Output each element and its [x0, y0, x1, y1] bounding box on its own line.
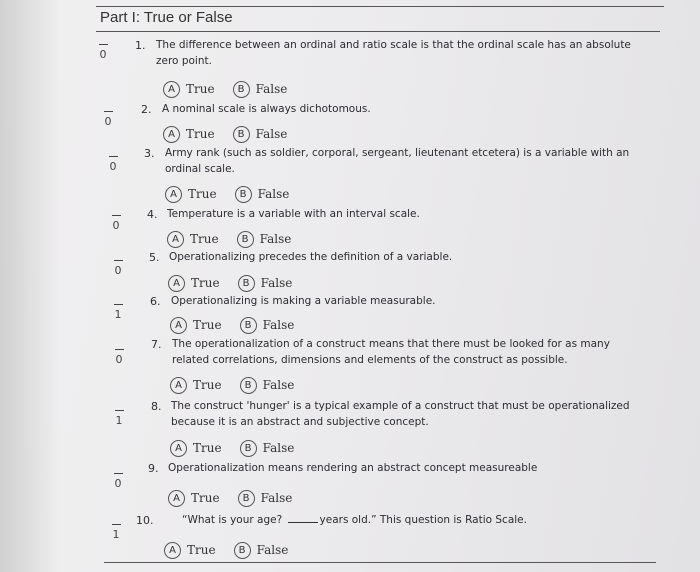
score-mark [109, 215, 123, 232]
answer-options [167, 230, 309, 248]
option-false[interactable] [240, 377, 295, 394]
question-text [169, 249, 452, 265]
option-b-circle: B [237, 231, 254, 248]
question-line: ordinal scale. [165, 163, 235, 175]
option-a-circle: A [167, 231, 184, 248]
score-mark [111, 473, 125, 490]
option-true-label: True [188, 187, 217, 201]
option-true[interactable] [165, 186, 217, 203]
question-text [171, 398, 630, 430]
option-true[interactable] [170, 377, 222, 394]
score-value: 0 [115, 353, 123, 366]
question-number: 9. [148, 462, 159, 475]
question-text [182, 512, 527, 528]
score-value: 1 [112, 528, 120, 541]
option-false[interactable] [240, 317, 295, 334]
option-false[interactable] [233, 81, 288, 98]
score-mark [112, 410, 126, 427]
question-number: 7. [151, 338, 162, 351]
option-false-label: False [257, 187, 290, 201]
answer-options [168, 274, 310, 292]
score-value: 0 [114, 264, 122, 277]
option-a-circle: A [168, 275, 185, 292]
option-b-circle: B [234, 542, 251, 559]
question-line: The difference between an ordinal and ratio scale is that the ordinal scale has an absolute [156, 39, 631, 51]
page-title: Part I: True or False [100, 9, 233, 26]
question-number: 5. [149, 251, 160, 264]
question-line: A nominal scale is always dichotomous. [162, 103, 371, 115]
option-false[interactable] [238, 490, 293, 507]
score-value: 1 [115, 414, 123, 427]
question-text [162, 101, 371, 117]
score-value: 0 [109, 160, 117, 173]
option-false-label: False [259, 232, 292, 246]
option-false[interactable] [238, 275, 293, 292]
option-false-label: False [255, 82, 288, 96]
option-true-label: True [190, 232, 219, 246]
question-number: 8. [151, 400, 162, 413]
question-number: 3. [144, 147, 155, 160]
option-false-label: False [256, 543, 289, 557]
question-line: The operationalization of a construct means that there must be looked for as many [172, 338, 610, 350]
score-value: 0 [112, 219, 120, 232]
question-text [156, 37, 631, 69]
answer-options [168, 489, 310, 507]
question-number: 2. [141, 103, 152, 116]
option-false-label: False [255, 127, 288, 141]
question-text-start: “What is your age? [182, 514, 286, 526]
score-value: 1 [114, 308, 122, 321]
question-line: Temperature is a variable with an interval scale. [167, 208, 420, 220]
option-true[interactable] [170, 317, 222, 334]
option-a-circle: A [164, 542, 181, 559]
option-a-circle: A [165, 186, 182, 203]
answer-options [164, 541, 306, 559]
option-false-label: False [262, 318, 295, 332]
option-true[interactable] [168, 275, 220, 292]
answer-options [163, 80, 305, 98]
option-false[interactable] [233, 126, 288, 143]
score-mark [101, 111, 115, 128]
option-b-circle: B [240, 440, 257, 457]
option-true[interactable] [167, 231, 219, 248]
option-false[interactable] [240, 440, 295, 457]
score-mark [111, 260, 125, 277]
option-false[interactable] [234, 542, 289, 559]
question-text [172, 336, 610, 368]
option-true-label: True [186, 82, 215, 96]
option-a-circle: A [170, 317, 187, 334]
question-number: 10. [136, 514, 154, 527]
option-a-circle: A [170, 440, 187, 457]
question-text [168, 460, 537, 476]
option-true-label: True [186, 127, 215, 141]
option-true-label: True [193, 378, 222, 392]
option-b-circle: B [238, 490, 255, 507]
option-b-circle: B [240, 377, 257, 394]
answer-options [170, 439, 312, 457]
question-number: 6. [150, 295, 161, 308]
answer-options [165, 185, 307, 203]
page-shadow [0, 0, 60, 572]
question-line: The construct 'hunger' is a typical example of a construct that must be operationalized [171, 400, 630, 412]
option-true[interactable] [163, 126, 215, 143]
question-line: Operationalizing is making a variable measurable. [171, 295, 436, 307]
option-true-label: True [191, 491, 220, 505]
question-line: because it is an abstract and subjective concept. [171, 416, 429, 428]
option-false[interactable] [235, 186, 290, 203]
option-true[interactable] [170, 440, 222, 457]
score-value: 0 [99, 48, 107, 61]
question-line: Operationalizing precedes the definition of a variable. [169, 251, 453, 263]
answer-options [170, 376, 312, 394]
score-mark [111, 304, 125, 321]
question-number: 1. [135, 39, 146, 52]
option-true-label: True [193, 318, 222, 332]
score-value: 0 [104, 115, 112, 128]
question-line: zero point. [156, 55, 212, 67]
answer-options [163, 125, 305, 143]
option-a-circle: A [163, 81, 180, 98]
option-true-label: True [191, 276, 220, 290]
top-rule [96, 6, 664, 7]
question-text [167, 206, 420, 222]
option-a-circle: A [170, 377, 187, 394]
option-true-label: True [193, 441, 222, 455]
option-false-label: False [262, 441, 295, 455]
answer-options [170, 316, 312, 334]
score-mark [112, 349, 126, 366]
question-text-end: years old.” This question is Ratio Scale. [319, 514, 527, 526]
option-b-circle: B [240, 317, 257, 334]
option-true[interactable] [164, 542, 216, 559]
option-b-circle: B [233, 81, 250, 98]
option-a-circle: A [163, 126, 180, 143]
question-line: Operationalization means rendering an abstract concept measureable [168, 462, 538, 474]
option-true[interactable] [168, 490, 220, 507]
option-a-circle: A [168, 490, 185, 507]
question-line: related correlations, dimensions and elements of the construct as possible. [172, 354, 568, 366]
option-false[interactable] [237, 231, 292, 248]
question-line: Army rank (such as soldier, corporal, sergeant, lieutenant etcetera) is a variable with an [165, 147, 630, 159]
option-false-label: False [260, 276, 293, 290]
option-true[interactable] [163, 81, 215, 98]
question-text [165, 145, 629, 177]
score-mark [109, 524, 123, 541]
score-mark [96, 44, 110, 61]
option-false-label: False [260, 491, 293, 505]
score-value: 0 [114, 477, 122, 490]
bottom-rule [104, 562, 656, 563]
option-b-circle: B [238, 275, 255, 292]
option-true-label: True [187, 543, 216, 557]
option-b-circle: B [233, 126, 250, 143]
option-false-label: False [262, 378, 295, 392]
score-mark [106, 156, 120, 173]
title-rule [96, 31, 660, 32]
question-text [171, 293, 436, 309]
option-b-circle: B [235, 186, 252, 203]
answer-blank [288, 513, 318, 523]
question-number: 4. [147, 208, 158, 221]
